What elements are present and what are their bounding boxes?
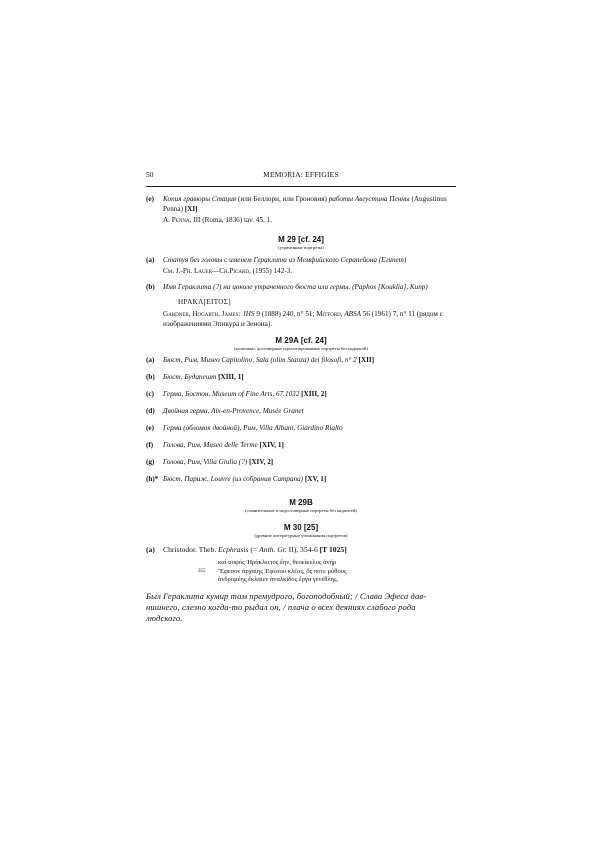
list-item: [146, 475, 456, 485]
plate-ref: [XI]: [184, 204, 198, 213]
entry-b: [146, 283, 456, 293]
entry-text: Бюст, Париж, Louvre (из собрания Campana): [163, 475, 304, 484]
list-item: [146, 458, 456, 468]
running-title: MEMORIA: EFFIGIES: [263, 170, 339, 179]
greek-text: Ἔφεσον ἀρχαίης Ἐφέσου κλέος, ὅς ποτε μύθους: [218, 567, 347, 575]
entry-text: Christodor. Theb.: [163, 544, 219, 554]
section-heading-m30: M 30 [25]: [283, 522, 319, 532]
ref-author: Mitford: [316, 310, 341, 319]
entry-label: (c): [146, 390, 154, 399]
translation-line: людского.: [146, 613, 183, 624]
entry-text: работы Августина Пенны: [328, 195, 410, 203]
list-item: [146, 356, 456, 366]
ref-journal: , ABSA: [340, 310, 361, 319]
plate-ref: [XIV, 1]: [259, 441, 284, 450]
page-number: 50: [146, 170, 154, 179]
plate-ref: [XII]: [358, 356, 375, 365]
bibliography-ref: [146, 267, 456, 277]
entry-label: (h)*: [146, 475, 159, 484]
ref-author: Lauer—Ch.Picard: [194, 267, 249, 276]
list-item: [146, 407, 456, 417]
plate-ref: [XIII, 1]: [218, 373, 244, 382]
list-item: [146, 441, 456, 451]
section-subtitle: (возможно, достоверные идеализированные портреты без надписей): [233, 346, 369, 352]
page-header: [146, 170, 456, 184]
document-page: [146, 170, 456, 624]
entry-label: (a): [146, 544, 155, 554]
plate-ref: [XIII, 2]: [301, 390, 327, 399]
entry-text: (=: [248, 544, 260, 554]
ref-text: 56 (1961) 7, n° 11 (рядом с изображениями Эпикура и Зенона).: [163, 310, 443, 328]
entry-text: Голова, Рим, Villa Giulia (?): [163, 458, 248, 467]
list-item: [146, 390, 456, 400]
entry-label: (g): [146, 458, 155, 467]
ref-author: Gardner, Hogarth, James: [163, 310, 239, 319]
plate-ref: [XIV, 2]: [248, 458, 274, 467]
section-subtitle: (утраченные портреты): [278, 244, 324, 250]
entry-text: Статуя без головы с именем Гераклита из Мемфийского Серапейона (Египет): [163, 255, 407, 264]
section-subtitle: (сомнительные и недостоверные портреты без надписей): [245, 507, 357, 513]
entry-text: Бюст, Будапешт: [163, 373, 217, 382]
translation-line: Был Гераклита кумир там премудрого, богоподобный; / Слава Эфеса дав-: [146, 590, 427, 601]
greek-line: ἀνδρομέης ἔκλαιεν ἀναλκίδος ἔργα γενέθλης.: [218, 576, 339, 584]
entry-text: Герма, Бостон, Museum of Fine Arts, 67.1032: [163, 390, 300, 399]
entry-text: Копия гравюры Стация: [163, 195, 237, 203]
entry-text: Герма (обломок двойной), Рим, Villa Albani, Giardino Rialto: [163, 424, 343, 433]
entry-label: (b): [146, 373, 155, 382]
greek-line: καὶ σοφὸς Ἡράκλειτος ἔην, θεοείκελος ἀνήρ: [218, 559, 337, 567]
entry-label: (f): [146, 441, 154, 450]
entry-label: (d): [146, 407, 155, 416]
section-heading-m29a: M 29A [cf. 24]: [275, 336, 327, 346]
greek-quote: [146, 559, 456, 584]
entry-label: (a): [146, 356, 155, 365]
entry-a: [146, 256, 456, 266]
bibliography-ref: [146, 310, 456, 329]
ref-text: См. J.-Ph.: [163, 267, 193, 276]
entry-label: (b): [146, 282, 155, 291]
ref-text: , III (Roma, 1836) tav. 45, 1.: [189, 216, 273, 225]
plate-ref: [XV, 1]: [304, 475, 327, 484]
intro-entry: [146, 195, 456, 214]
entry-text: II), 354-6: [286, 544, 320, 554]
entry-text: Бюст, Рим, Museo Capitolino, Sala (olim Stanza) dei filosofi, n° 2: [163, 356, 357, 365]
entry-text: Ecphrasis: [218, 544, 249, 554]
entry-text: (или Беллори, или Гроновия): [236, 195, 329, 203]
entry-label: (e): [146, 424, 154, 433]
entry-text: Anth. Gr.: [259, 544, 287, 554]
list-item: [146, 424, 456, 434]
ref-text: 9 (1888) 240, n° 51;: [254, 310, 317, 319]
translation-line: нишнего, слезно когда-то рыдал он, / плача о всех деяниях слабого рода: [146, 601, 416, 612]
section-heading-m29b: M 29B: [289, 497, 313, 507]
inscription: ΗΡΑΚΛ[ΕΙΤΟΣ]: [178, 297, 231, 306]
entry-a: [146, 545, 456, 555]
greek-line: [146, 568, 456, 576]
section-subtitle: (древние литературные упоминания портретов): [254, 532, 348, 538]
entry-text: Имя Гераклита (?) на цоколе утраченного бюста или гермы. (Paphos [Kouklia], Кипр): [163, 282, 428, 291]
section-heading-m29: M 29 [cf. 24]: [278, 234, 324, 244]
entry-text: (Augustinus Penna): [163, 195, 447, 213]
entry-label: (e): [146, 195, 154, 203]
m29a-list: [146, 356, 456, 484]
ref-text: , (1955) 142-3.: [248, 267, 293, 276]
bibliography-ref: [146, 216, 456, 226]
ref-journal: : JHS: [238, 310, 255, 319]
entry-text: Двойная герма, Aix-en-Provence, Musée Granet: [163, 407, 304, 416]
ref-author: A. Penna: [163, 216, 190, 225]
list-item: [146, 373, 456, 383]
translation-paragraph: [146, 591, 456, 625]
line-number: 355: [198, 568, 206, 574]
entry-text: Голова, Рим, Museo delle Terme: [163, 441, 258, 450]
header-rule: [146, 186, 456, 187]
plate-ref: [T 1025]: [319, 544, 347, 554]
entry-label: (a): [146, 255, 155, 264]
